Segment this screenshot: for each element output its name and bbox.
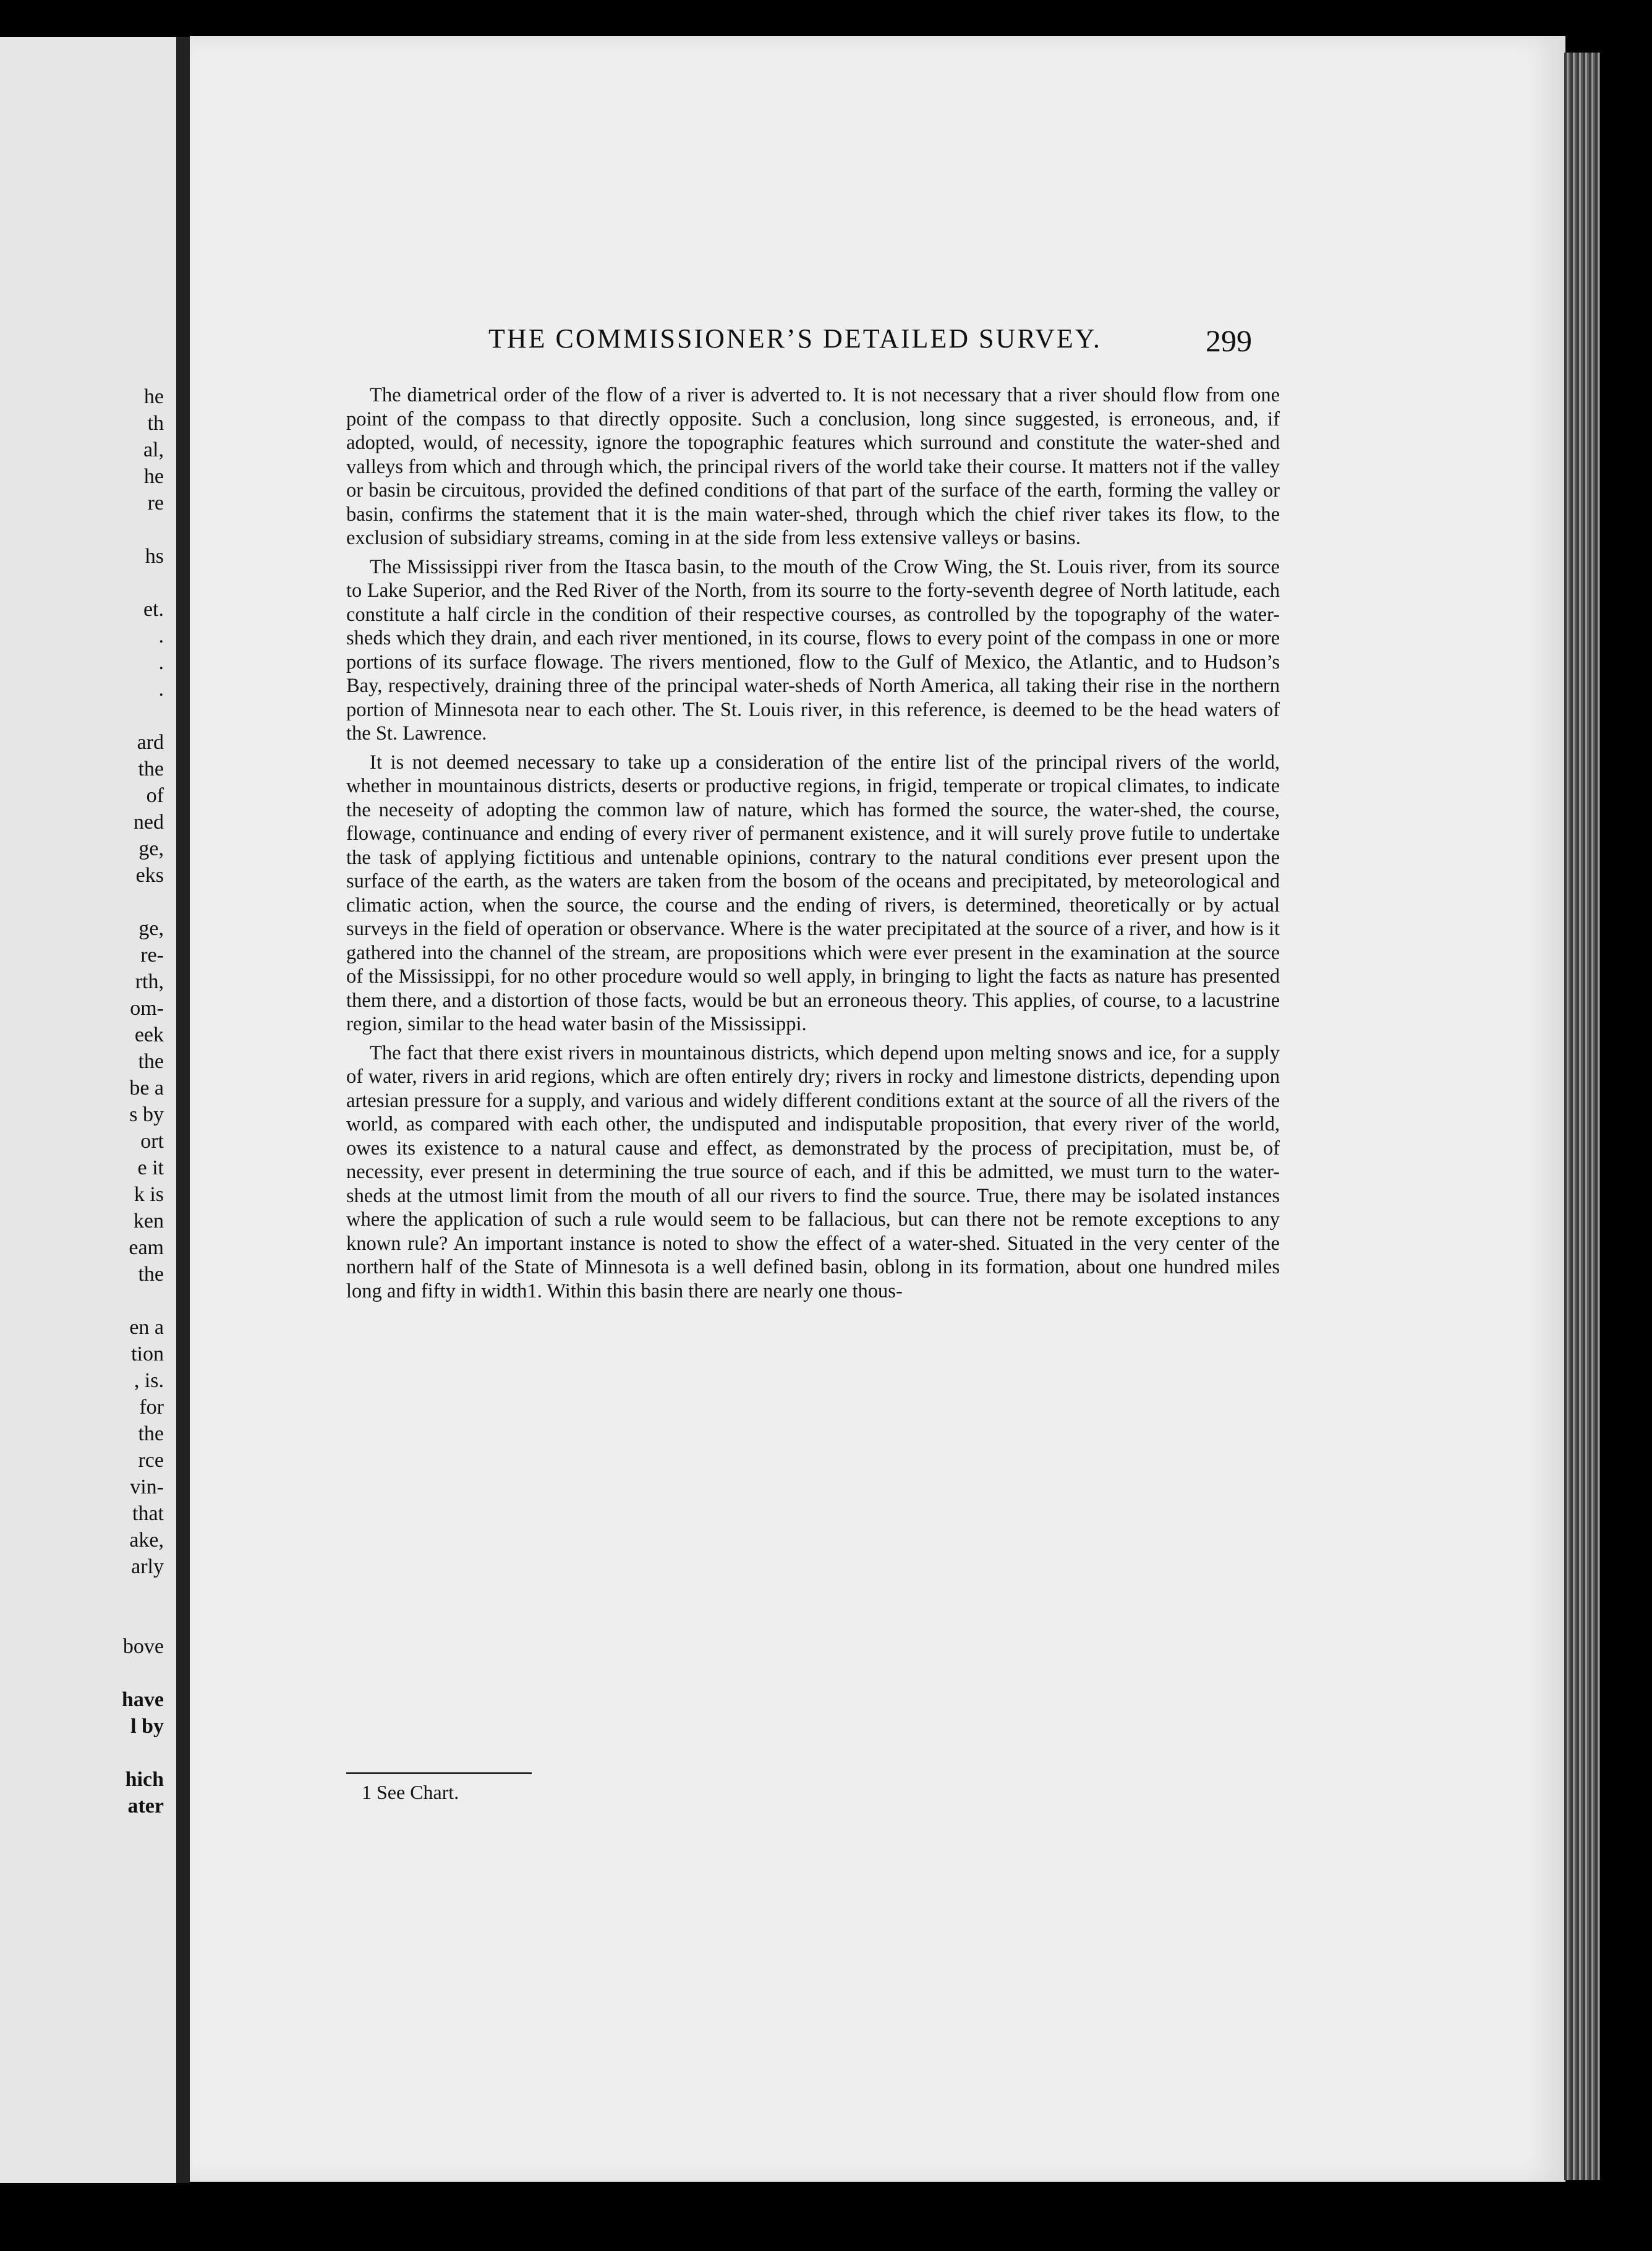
left-page-fragment-line: eam [129, 1236, 164, 1259]
left-page-fragment-line: tion [131, 1343, 164, 1365]
left-page-fragment-line: rth, [135, 970, 164, 993]
left-page-fragment [0, 37, 176, 2183]
left-page-fragment-line: . [158, 625, 164, 647]
page-number: 299 [1206, 323, 1252, 358]
left-page-fragment-line: the [138, 1263, 164, 1286]
left-page-fragment-line: et. [143, 598, 164, 621]
footnote-rule [346, 1772, 532, 1774]
left-page-fragment-line: s by [129, 1103, 164, 1126]
left-page-fragment-line: ge, [138, 837, 164, 860]
left-page-fragment-line: ned [133, 811, 164, 834]
left-page-fragment-line: al, [143, 438, 164, 461]
paragraph: It is not deemed necessary to take up a consideration of the entire list of the principal rivers of the world, whether in mountainous districts, deserts or productive regions, in frigid, temperate or tropical climates, to indicate the neceseity of adopting the common law of nature, which has formed the source, the water-shed, the course, flowage, continuance and ending of every river of permanent existence, and it will surely prove futile to undertake the task of applying fictitious and untenable opinions, contrary to the natural conditions ever present upon the surface of the earth, as the waters are taken from the bosom of the oceans and precipitated, by meteorological and climatic action, when the source, the course and the ending of rivers, is determined, theoretically or by actual surveys in the field of operation or observance. Where is the water precipitated at the source of a river, and how is it gathered into the channel of the stream, are propositions which were ever present in the examination at the source of the Mississippi, for no other procedure would so well apply, in bringing to light the facts as nature has presented them there, and a distortion of those facts, would be but an erroneous theory. This applies, of course, to a lacustrine region, similar to the head water basin of the Mississippi. [346, 751, 1280, 1035]
paragraph: The fact that there exist rivers in mountainous districts, which depend upon melting snows and ice, for a supply of water, rivers in arid regions, which are often entirely dry; rivers in rocky and limestone districts, depending upon artesian pressure for a supply, and various and widely different conditions extant at the source of all the rivers of the world, as compared with each other, the undisputed and indisputable proposition, that every river of the world, owes its existence to a natural cause and effect, as demonstrated by the process of precipitation, must be, of necessity, ever present in determining the true source of each, and if this be admitted, we must turn to the water-sheds at the utmost limit from the mouth of all our rivers to find the source. True, there may be isolated instances where the application of such a rule would seem to be fallacious, but can there not be remote exceptions to any known rule? An important instance is noted to show the effect of a water-shed. Situated in the very center of the northern half of the State of Minnesota is a well defined basin, oblong in its formation, about one hundred miles long and fifty in width1. Within this basin there are nearly one thous- [346, 1041, 1280, 1302]
left-page-fragment-line: hich [125, 1768, 164, 1791]
left-page-fragment-line [0, 1580, 176, 1607]
left-page-fragment-line: vin- [130, 1476, 164, 1498]
left-page-fragment-line: the [138, 1050, 164, 1073]
left-page-fragment-line: ard [137, 731, 164, 754]
left-page-fragment-line: the [138, 1422, 164, 1445]
left-page-fragment-line: , is. [134, 1369, 164, 1392]
left-page-fragment-line: ake, [129, 1529, 164, 1552]
left-page-fragment-line: ken [133, 1210, 164, 1232]
left-page-fragment-line [0, 1607, 176, 1633]
left-page-fragment-line: have [122, 1688, 164, 1711]
book-gutter [176, 37, 190, 2183]
left-page-fragment-line: ort [140, 1130, 164, 1153]
left-page-fragment-line: l by [130, 1715, 164, 1738]
left-page-fragment-line: bove [122, 1635, 164, 1658]
left-page-fragment-line: re- [140, 944, 164, 967]
left-page-fragment-line: arly [131, 1555, 164, 1578]
left-page-fragment-line: rce [138, 1449, 164, 1472]
paragraph: The Mississippi river from the Itasca basin, to the mouth of the Crow Wing, the St. Louis river, from its source to Lake Superior, and the Red River of the North, from its sourre to the forty-seventh degree of North latitude, each constitute a half circle in the condition of their respective courses, as controlled by the topography of the water-sheds which they drain, and each river mentioned, in its course, flows to every point of the compass in one or more portions of its surface flowage. The rivers mentioned, flow to the Gulf of Mexico, the Atlantic, and to Hudson’s Bay, respectively, draining three of the principal water-sheds of North America, all taking their rise in the northern portion of Minnesota near to each other. The St. Louis river, in this reference, is deemed to be the head waters of the St. Lawrence. [346, 555, 1280, 745]
page-edges [1564, 53, 1600, 2180]
left-page-fragment-line [0, 516, 176, 543]
running-head: THE COMMISSIONER’S DETAILED SURVEY. [488, 323, 1102, 354]
left-page-fragment-line: eks [135, 864, 164, 887]
left-page-fragment-line: for [139, 1396, 164, 1419]
left-page-fragment-line: . [158, 651, 164, 674]
paragraph: The diametrical order of the flow of a river is adverted to. It is not necessary that a river should flow from one point of the compass to that directly opposite. Such a conclusion, long since suggested, is erroneous, and, if adopted, would, of necessity, ignore the topographic features which surround and constitute the water-shed and valleys from which and through which, the principal rivers of the world take their course. It matters not if the valley or basin be circuitous, provided the defined conditions of that part of the surface of the earth, forming the valley or basin, confirms the statement that it is the main water-shed, through which the chief river takes its flow, to the exclusion of subsidiary streams, coming in at the side from less extensive valleys or basins. [346, 384, 1280, 549]
left-page-fragment-line [0, 889, 176, 915]
left-page-fragment-line: hs [145, 545, 164, 568]
left-page-fragment-line [0, 703, 176, 729]
left-page-fragment-line [0, 1288, 176, 1314]
left-page-fragment-line: be a [129, 1077, 164, 1100]
body-text [346, 383, 1280, 1308]
left-page-fragment-line [0, 570, 176, 596]
left-page-fragment-line: e it [137, 1156, 164, 1179]
left-page-fragment-line: he [143, 385, 164, 408]
left-page-fragment-line: th [147, 412, 164, 435]
left-page-fragment-line: en a [129, 1316, 164, 1339]
left-page-text [0, 383, 176, 1819]
left-page-fragment-line [0, 1740, 176, 1766]
left-page-fragment-line: re [147, 492, 164, 515]
left-page-fragment-line: k is [134, 1183, 164, 1206]
left-page-fragment-line [0, 1660, 176, 1686]
footnote: 1 See Chart. [362, 1781, 459, 1803]
left-page-fragment-line: ater [127, 1795, 164, 1817]
left-page-fragment-line: om- [130, 997, 164, 1020]
left-page-fragment-line: ge, [138, 917, 164, 940]
left-page-fragment-line: eek [134, 1023, 164, 1046]
left-page-fragment-line: he [143, 465, 164, 488]
left-page-fragment-line: the [138, 758, 164, 780]
left-page-fragment-line: of [146, 784, 164, 807]
left-page-fragment-line: . [158, 678, 164, 701]
left-page-fragment-line: that [132, 1502, 164, 1525]
